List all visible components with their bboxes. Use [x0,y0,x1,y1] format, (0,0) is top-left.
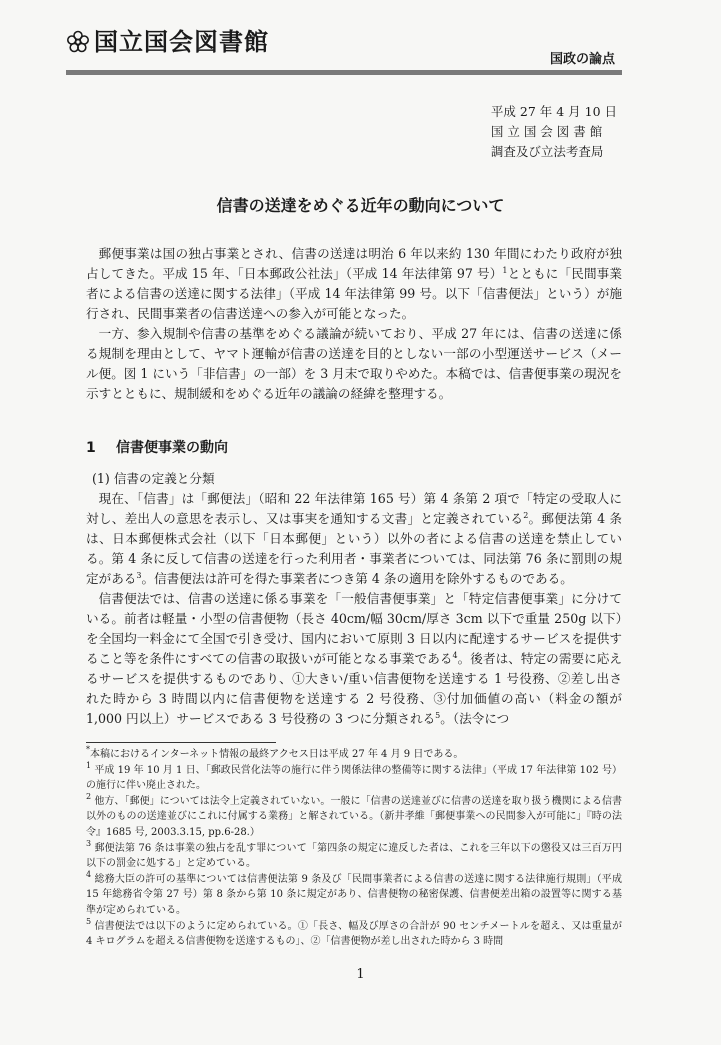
intro-paragraph-2: 一方、参入規制や信書の基準をめぐる議論が続いており、平成 27 年には、信書の送達に係る規制を理由として、ヤマト運輸が信書の送達を目的としない一部の小型運送サービス（メール便。図 1 にいう「非信書」の一部）を 3 月末で取りやめた。本稿では、信書便事業の現況を示すとともに、規制緩和をめぐる近年の議論の経緯を整理する。 [86,326,622,401]
section-paragraph-2 [86,589,622,729]
paragraph-text [86,589,622,729]
footnotes [86,747,622,950]
text-run: 。（法令につ [440,711,510,726]
text-run: 。郵便法第 4 条は、日本郵便株式会社（以下「日本郵便」という）以外の者による信書の送達を禁止している。第 4 条に反して信書の送達を行った利用者・事業者については、同法第 76 条に罰則の規定がある [86,511,622,586]
footnote [86,869,622,919]
issuer-dept: 調査及び立法考査局 [490,144,604,159]
intro-section [86,244,622,404]
series-label: 国政の論点 [549,52,615,67]
page-number: 1 [356,967,365,982]
footnote-divider [86,742,276,743]
subsection-heading: (1) 信書の定義と分類 [92,471,215,486]
footnote-mark: 1 [86,760,92,770]
footnote-ref: 5 [435,711,441,720]
footnote [86,747,622,763]
intro-paragraph-1 [86,244,622,324]
issuer-org: 国 立 国 会 図 書 館 [490,124,603,139]
text-run: とともに「民間事業者による信書の送達に関する法律」（平成 14 年法律第 99 号。以下「信書便法」という）が施行され、民間事業者の信書送達への参入が可能となった。 [86,266,622,321]
footnote-ref: 4 [452,651,458,660]
text-run: 郵便事業は国の独占事業とされ、信書の送達は明治 6 年以来約 130 年間にわたり政府が独占してきた。平成 15 年、「日本郵政公社法」（平成 14 年法律第 97 号） [86,246,622,281]
footnote-mark: 5 [86,916,92,926]
footnote-text: 他方、「郵便」については法令上定義されていない。一般に「信書の送達並びに信書の送達を取り扱う機関による信書以外のものの送達並びにこれに付属する業務」と解されている。（新井孝維「郵便事業への民間参入が可能に」『時の法令』1685 号, 2003.3.15, pp.6-28.） [86,795,622,838]
footnote-text: 本稿におけるインターネット情報の最終アクセス日は平成 27 年 4 月 9 日である。 [90,749,464,760]
footnote [86,916,622,950]
paragraph-text [86,489,622,589]
footnote-ref: 1 [502,266,508,275]
ndl-logo [66,30,269,54]
logo-text: 国立国会図書館 [94,28,269,56]
footnote [86,791,622,841]
footnote-text: 郵便法第 76 条は事業の独占を乱す罪について「第四条の規定に違反した者は、これを三年以下の懲役又は三百万円以下の罰金に処する」と定めている。 [86,842,622,870]
footnote-ref: 2 [523,511,529,520]
footnote-mark: 3 [86,838,92,848]
text-run: 信書便法では、信書の送達に係る事業を「一般信書便事業」と「特定信書便事業」に分けている。前者は軽量・小型の信書便物（長さ 40cm/幅 30cm/厚さ 3cm 以下で重量 250g 以下）を全国均一料金にて全国で引き受け、国内において原則 3 日以内に配達するサービスを提供すること等を条件にすべての信書の取扱いが可能となる事業である [86,591,622,666]
footnote [86,760,622,794]
section-heading [86,437,228,457]
section-number: 1 [86,440,96,456]
footnote-text: 信書便法では以下のように定められている。①「長さ、幅及び厚さの合計が 90 センチメートルを超え、又は重量が 4 キログラムを超える信書便物を送達するもの」、②「信書便物が差し出された時から 3 時間 [86,920,622,948]
text-run: 現在、「信書」は「郵便法」（昭和 22 年法律第 165 号）第 4 条第 2 項で「特定の受取人に対し、差出人の意思を表示し、又は事実を通知する文書」と定義されている [86,491,622,526]
text-run: 。信書便法は許可を得た事業者につき第 4 条の適用を除外するものである。 [141,571,573,586]
footnote-mark: 4 [86,869,92,879]
document-title: 信書の送達をめぐる近年の動向について [216,196,505,215]
footnote-ref: 3 [136,571,142,580]
footnote-text: 総務大臣の許可の基準については信書便法第 9 条及び「民間事業者による信書の送達に関する法律施行規則」（平成 15 年総務省令第 27 号）第 8 条から第 10 条に規定があり、信書便物の秘密保護、信書便差出箱の設置等に関する基準が定められている。 [86,873,622,916]
section-paragraph-1 [86,489,622,589]
text-run: 。後者は、特定の需要に応えるサービスを提供するものであり、①大きい/重い信書便物を送達する 1 号役務、②差し出された時から 3 時間以内に信書便物を送達する 2 号役務、③付加価値の高い（料金の額が 1,000 円以上）サービスである 3 号役務の 3 つに分類される [86,651,622,726]
footnote-text: 平成 19 年 10 月 1 日、「郵政民営化法等の施行に伴う関係法律の整備等に関する法律」（平成 17 年法律第 102 号）の施行に伴い廃止された。 [86,764,622,792]
chrysanthemum-logo-icon [66,30,90,54]
issue-date: 平成 27 年 4 月 10 日 [490,104,617,119]
header-divider [66,70,622,75]
section-title: 信書便事業の動向 [116,440,228,456]
footnote [86,838,622,872]
footnote-mark: * [86,745,90,754]
issuer-block [491,102,617,162]
footnote-mark: 2 [86,791,92,801]
